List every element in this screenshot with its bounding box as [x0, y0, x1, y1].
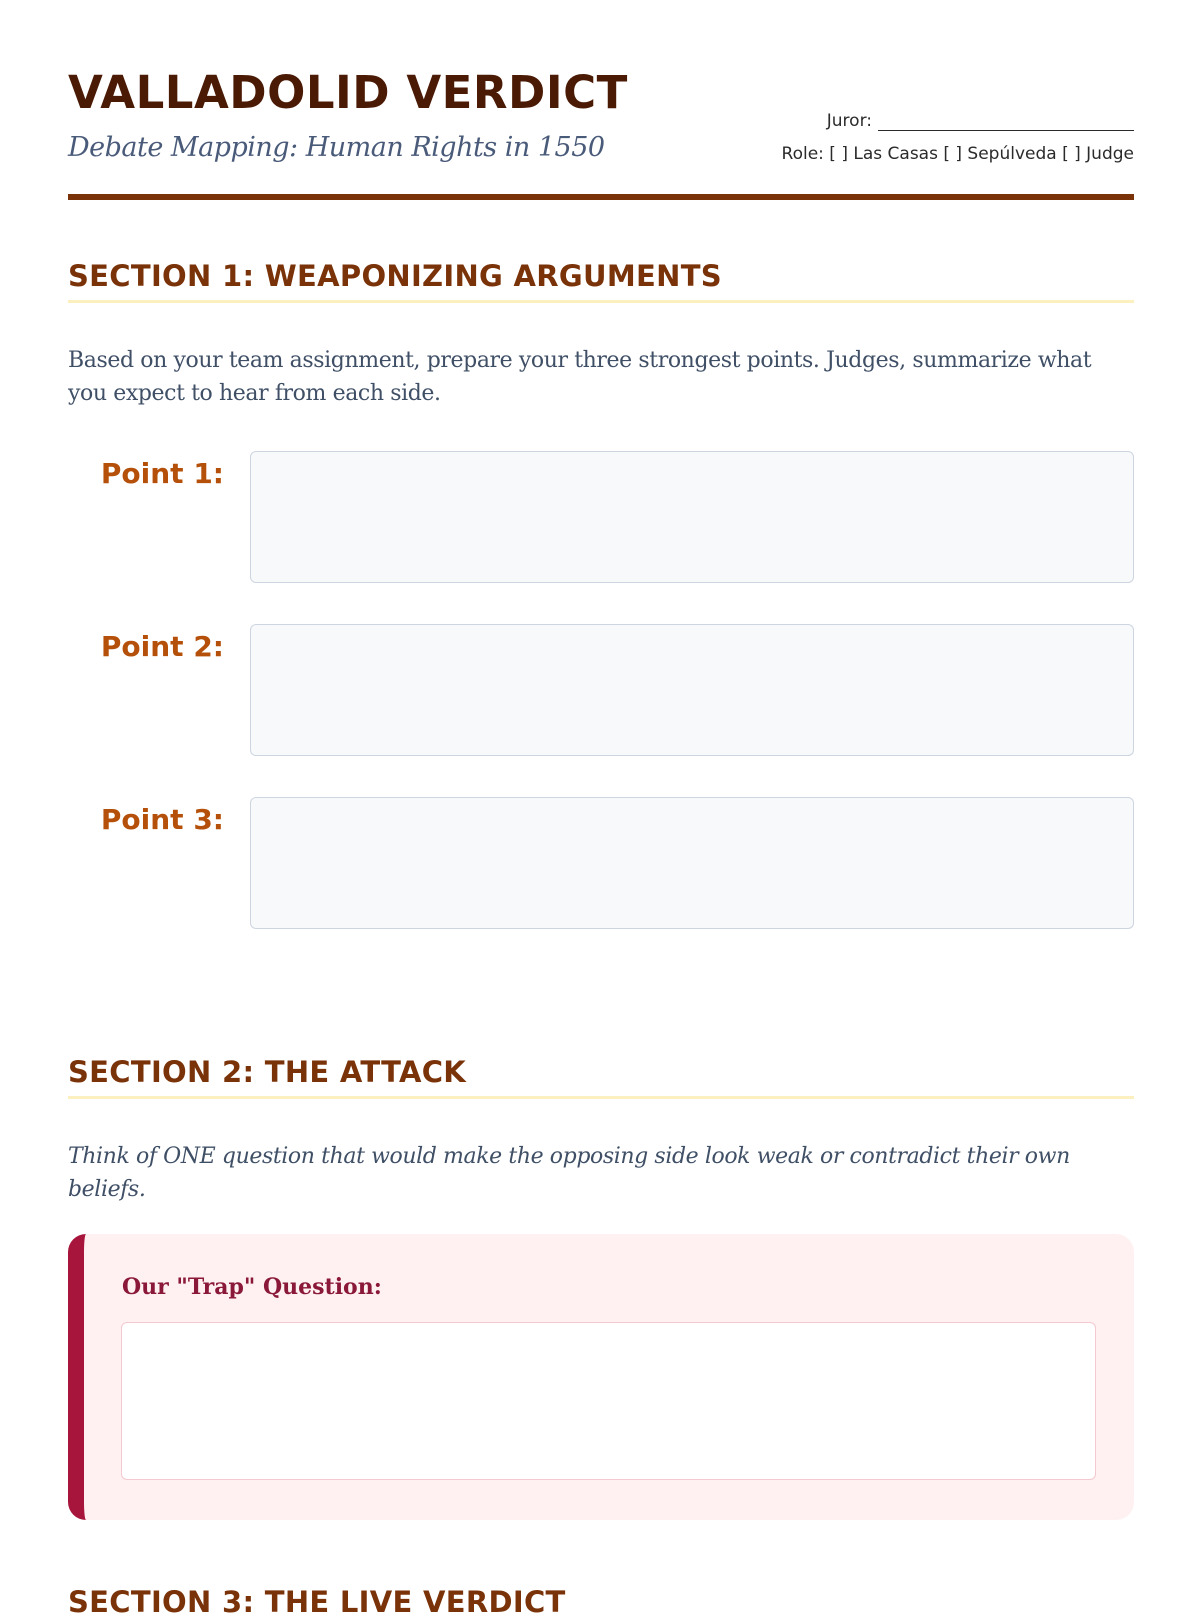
- section-1-divider: [68, 300, 1134, 303]
- point-1-answer-box[interactable]: [250, 451, 1134, 583]
- worksheet-subtitle: Debate Mapping: Human Rights in 1550: [68, 132, 605, 163]
- header-divider: [68, 194, 1134, 200]
- point-row: [68, 624, 1134, 758]
- trap-question-answer-box[interactable]: [121, 1322, 1096, 1480]
- point-1-label: Point 1:: [100, 457, 224, 490]
- worksheet-title: VALLADOLID VERDICT: [68, 66, 628, 119]
- section-2-divider: [68, 1096, 1134, 1099]
- trap-question-card: [68, 1234, 1134, 1520]
- point-row: [68, 797, 1134, 931]
- juror-line: [827, 111, 1134, 131]
- section-1-instructions: Based on your team assignment, prepare your three strongest points. Judges, summarize what you expect to hear from each side.: [68, 348, 1092, 406]
- juror-label: Juror:: [826, 111, 872, 131]
- section-2-instructions: Think of ONE question that would make the opposing side look weak or contradict their own beliefs.: [68, 1144, 1070, 1202]
- point-2-label: Point 2:: [100, 630, 224, 663]
- worksheet-header: [68, 66, 1134, 202]
- point-3-answer-box[interactable]: [250, 797, 1134, 929]
- section-1-title: SECTION 1: WEAPONIZING ARGUMENTS: [68, 259, 722, 293]
- section-3-title: SECTION 3: THE LIVE VERDICT: [68, 1585, 566, 1619]
- juror-name-field[interactable]: [878, 112, 1134, 131]
- role-selector[interactable]: Role: [ ] Las Casas [ ] Sepúlveda [ ] Judge: [781, 144, 1134, 164]
- point-3-label: Point 3:: [100, 803, 224, 836]
- trap-question-label: Our "Trap" Question:: [122, 1274, 382, 1300]
- section-2-title: SECTION 2: THE ATTACK: [68, 1055, 467, 1089]
- point-2-answer-box[interactable]: [250, 624, 1134, 756]
- point-row: [68, 451, 1134, 585]
- worksheet-page: [68, 0, 1134, 1619]
